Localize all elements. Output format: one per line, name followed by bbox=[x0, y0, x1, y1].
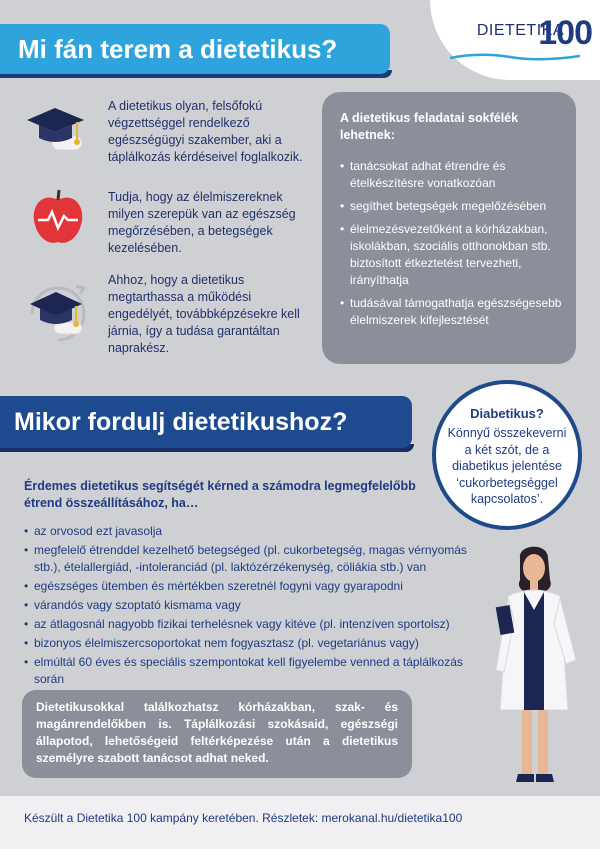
section1-title: Mi fán terem a dietetikus? bbox=[0, 24, 390, 74]
list-item: • tanácsokat adhat étrendre és ételkészítésre vonatkozóan bbox=[340, 158, 562, 192]
apple-icon bbox=[28, 186, 88, 248]
wave-icon bbox=[450, 52, 580, 62]
reasons-list bbox=[24, 523, 494, 690]
list-item: • elmúltál 60 éves és speciális szempontokat kell figyelembe venned a táplálkozás során bbox=[24, 654, 494, 688]
graduation-cap-icon bbox=[22, 96, 92, 166]
bubble-heading: Diabetikus? bbox=[470, 406, 544, 421]
where-panel: Dietetikusokkal találkozhatsz kórházakban, szak- és magánrendelőkben is. Táplálkozási szokásaid, egészségi állapotod, lehetőségeid feltérképezése után a dietetikus személyre szabott tanácsot adhat neked. bbox=[22, 690, 412, 778]
section2-title: Mikor fordulj dietetikushoz? bbox=[0, 396, 412, 448]
list-item: • segíthet betegségek megelőzésében bbox=[340, 198, 562, 215]
list-item: • élelmezésvezetőként a kórházakban, iskolákban, szociális otthonokban stb. biztosított étkeztetést tervezheti, irányíthatja bbox=[340, 221, 562, 289]
list-item: • az orvosod ezt javasolja bbox=[24, 523, 494, 540]
list-item: • egészséges ütemben és mértékben szeretnél fogyni vagy gyarapodni bbox=[24, 578, 494, 595]
logo bbox=[430, 0, 600, 80]
list-item: • bizonyos élelmiszercsoportokat nem fogyasztasz (pl. vegetariánus vagy) bbox=[24, 635, 494, 652]
graduation-refresh-icon bbox=[18, 274, 98, 354]
tasks-heading: A dietetikus feladatai sokfélék lehetnek: bbox=[340, 111, 519, 142]
footer: Készült a Dietetika 100 kampány keretében. Részletek: merokanal.hu/dietetika100 bbox=[0, 796, 600, 849]
section2-intro: Érdemes dietetikus segítségét kérned a számodra legmegfelelőbb étrend összeállításához, ha… bbox=[24, 479, 416, 510]
list-item: • megfelelő étrenddel kezelhető betegséged (pl. cukorbetegség, magas vérnyomás stb.), ételallergiád, -intoleranciád (pl. laktózérzékenység, cöliákia stb.) van bbox=[24, 542, 494, 576]
diabetikus-bubble bbox=[432, 380, 582, 530]
list-item: • az átlagosnál nagyobb fizikai terhelésnek vagy kitéve (pl. intenzíven sportolsz) bbox=[24, 616, 494, 633]
list-item: • tudásával támogathatja egészségesebb élelmiszerek kifejlesztését bbox=[340, 295, 562, 329]
info-text-2: Tudja, hogy az élelmiszereknek milyen szerepük van az egészség megőrzésében, a betegségek kezelésében. bbox=[108, 190, 296, 255]
bubble-text: Könnyű összekeverni a két szót, de a diabetikus jelentése ‘cukorbetegséggel kapcsolatos’. bbox=[447, 426, 567, 506]
logo-number: 100 bbox=[538, 14, 592, 52]
info-text-1: A dietetikus olyan, felsőfokú végzettséggel rendelkező egészségügyi szakember, aki a táplálkozás kérdéseivel foglalkozik. bbox=[108, 99, 303, 164]
tasks-panel bbox=[322, 92, 576, 364]
info-text-3: Ahhoz, hogy a dietetikus megtarthassa a működési engedélyét, továbbképzésekre kell járnia, így a tudása garantáltan naprakész. bbox=[108, 273, 300, 355]
list-item: • várandós vagy szoptató kismama vagy bbox=[24, 597, 494, 614]
logo-text: DIETETIKA bbox=[476, 22, 564, 39]
dietitian-illustration bbox=[478, 540, 588, 790]
